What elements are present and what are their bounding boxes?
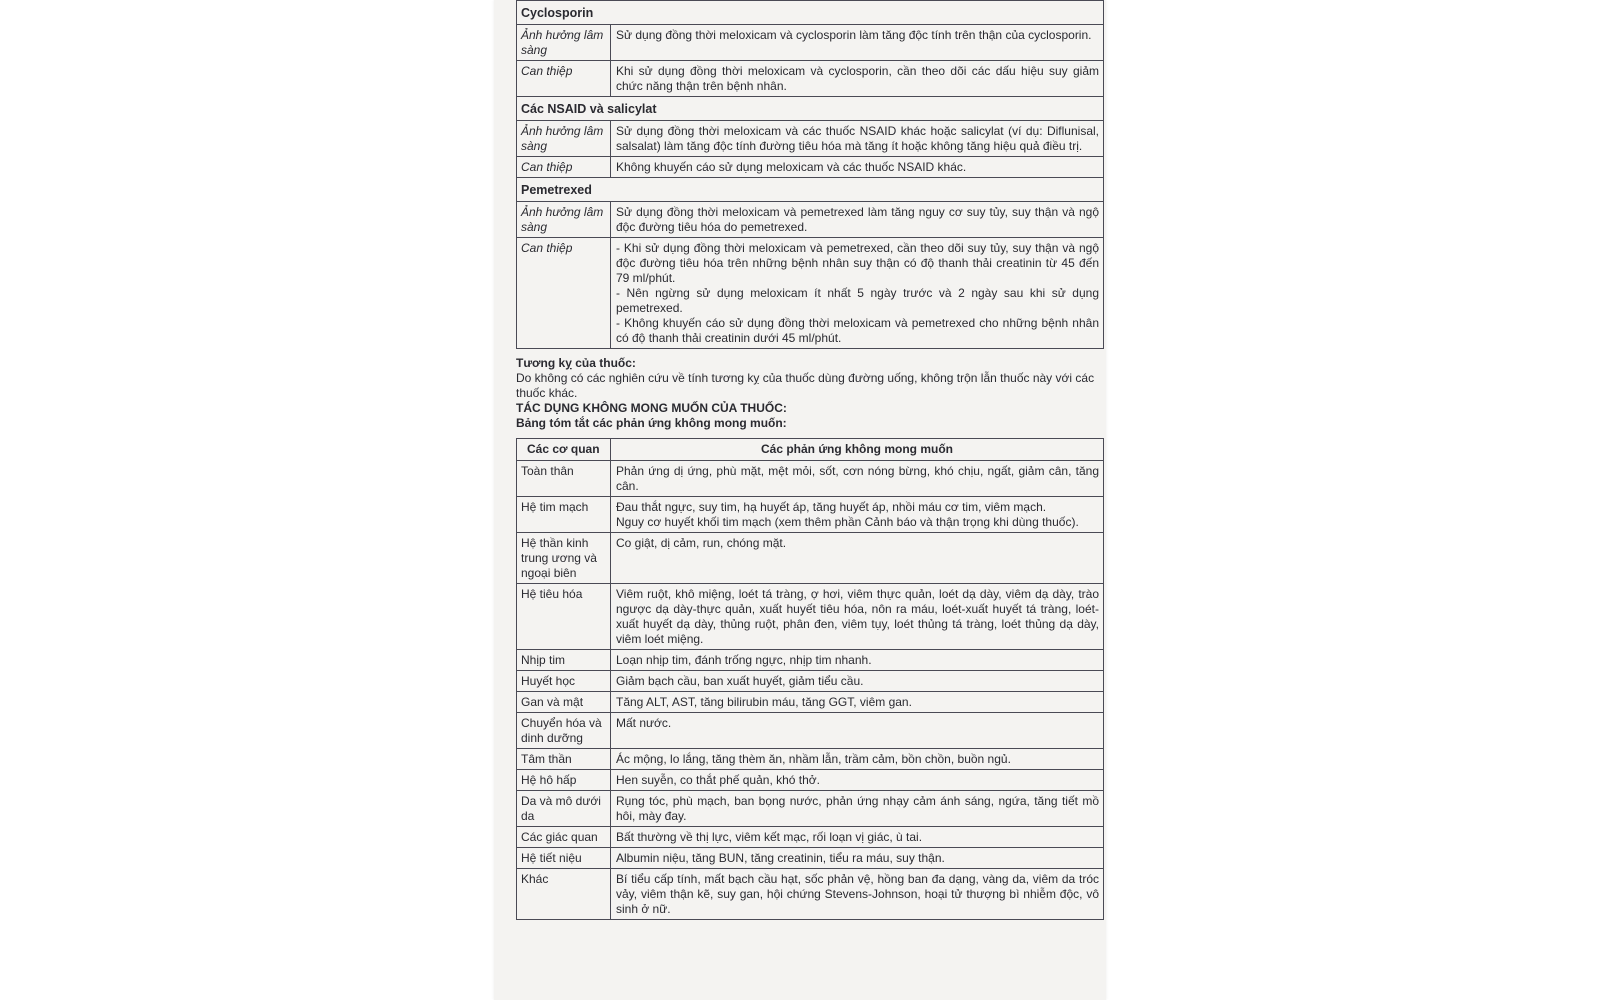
row-text: Sử dụng đồng thời meloxicam và các thuốc NSAID khác hoặc salicylat (ví dụ: Diflunisal, salsalat) làm tăng độc tính đường tiêu hóa mà tăng ít hoặc không tăng hiệu quả điều trị. [611, 121, 1104, 157]
section-header-row [517, 1, 1104, 25]
table-row [517, 749, 1104, 770]
organ-cell: Nhịp tim [517, 650, 611, 671]
table-row [517, 497, 1104, 533]
reaction-cell: Hen suyễn, co thắt phế quản, khó thở. [611, 770, 1104, 791]
reaction-cell: Viêm ruột, khô miệng, loét tá tràng, ợ hơi, viêm thực quản, loét dạ dày, viêm dạ dày, trào ngược dạ dày-thực quản, xuất huyết tiêu hóa, nôn ra máu, loét-xuất huyết tá tràng, loét-xuất huyết dạ dày, thủng ruột, phân đen, viêm tụy, loét thủng tá tràng, loét thủng dạ dày, viêm loét miệng. [611, 584, 1104, 650]
row-label: Can thiệp [517, 238, 611, 349]
reaction-cell: Co giật, dị cảm, run, chóng mặt. [611, 533, 1104, 584]
reaction-cell: Phản ứng dị ứng, phù mặt, mệt mỏi, sốt, cơn nóng bừng, khó chịu, ngất, giảm cân, tăng cân. [611, 461, 1104, 497]
reaction-cell: Bất thường về thị lực, viêm kết mạc, rối loạn vị giác, ù tai. [611, 827, 1104, 848]
organ-cell: Hệ hô hấp [517, 770, 611, 791]
section-title: Các NSAID và salicylat [517, 97, 1104, 121]
leaflet-page [494, 0, 1106, 1000]
reaction-cell: Đau thắt ngực, suy tim, hạ huyết áp, tăng huyết áp, nhồi máu cơ tim, viêm mạch. Nguy cơ huyết khối tim mạch (xem thêm phần Cảnh báo và thận trọng khi dùng thuốc). [611, 497, 1104, 533]
organ-cell: Hệ tim mạch [517, 497, 611, 533]
interaction-row [517, 61, 1104, 97]
row-label: Can thiệp [517, 61, 611, 97]
interaction-row [517, 157, 1104, 178]
organ-cell: Da và mô dưới da [517, 791, 611, 827]
row-text: Khi sử dụng đồng thời meloxicam và cyclosporin, cần theo dõi các dấu hiệu suy giảm chức năng thận trên bệnh nhân. [611, 61, 1104, 97]
table-row [517, 848, 1104, 869]
section-header-row [517, 97, 1104, 121]
row-text: - Khi sử dụng đồng thời meloxicam và pemetrexed, cần theo dõi suy tủy, suy thận và ngộ độc đường tiêu hóa trên những bệnh nhân suy thận có độ thanh thải creatinin từ 45 đến 79 ml/phút. - Nên ngừng sử dụng meloxicam ít nhất 5 ngày trước và 2 ngày sau khi sử dụng pemetrexed. - Không khuyến cáo sử dụng đồng thời meloxicam và pemetrexed cho những bệnh nhân có độ thanh thải creatinin dưới 45 ml/phút. [611, 238, 1104, 349]
interaction-row [517, 238, 1104, 349]
reaction-cell: Tăng ALT, AST, tăng bilirubin máu, tăng GGT, viêm gan. [611, 692, 1104, 713]
reaction-cell: Ác mộng, lo lắng, tăng thèm ăn, nhầm lẫn, trầm cảm, bồn chồn, buồn ngủ. [611, 749, 1104, 770]
ae-subheading: Bảng tóm tắt các phản ứng không mong muốn: [516, 416, 787, 430]
reaction-cell: Albumin niệu, tăng BUN, tăng creatinin, tiểu ra máu, suy thận. [611, 848, 1104, 869]
table-row [517, 869, 1104, 920]
organ-cell: Toàn thân [517, 461, 611, 497]
row-text: Sử dụng đồng thời meloxicam và pemetrexed làm tăng nguy cơ suy tủy, suy thận và ngộ độc đường tiêu hóa do pemetrexed. [611, 202, 1104, 238]
table-row [517, 461, 1104, 497]
table-row [517, 713, 1104, 749]
organ-cell: Hệ tiêu hóa [517, 584, 611, 650]
adverse-reactions-table [516, 438, 1104, 920]
row-label: Ảnh hưởng lâm sàng [517, 25, 611, 61]
row-label: Can thiệp [517, 157, 611, 178]
table-row [517, 827, 1104, 848]
table-row [517, 770, 1104, 791]
organ-cell: Các giác quan [517, 827, 611, 848]
compat-heading: Tương kỵ của thuốc: [516, 356, 636, 370]
organ-cell: Chuyển hóa và dinh dưỡng [517, 713, 611, 749]
section-title: Pemetrexed [517, 178, 1104, 202]
interaction-row [517, 121, 1104, 157]
reaction-cell: Giảm bạch cầu, ban xuất huyết, giảm tiểu cầu. [611, 671, 1104, 692]
table-row [517, 692, 1104, 713]
reaction-cell: Bí tiểu cấp tính, mất bạch cầu hạt, sốc phản vệ, hồng ban đa dạng, vàng da, viêm da tróc vảy, viêm thận kẽ, suy gan, hội chứng Stevens-Johnson, hoại tử thượng bì nhiễm độc, vô sinh ở nữ. [611, 869, 1104, 920]
reaction-cell: Loạn nhịp tim, đánh trống ngực, nhịp tim nhanh. [611, 650, 1104, 671]
row-text: Sử dụng đồng thời meloxicam và cyclosporin làm tăng độc tính trên thận của cyclosporin. [611, 25, 1104, 61]
section-header-row [517, 178, 1104, 202]
row-text: Không khuyến cáo sử dụng meloxicam và các thuốc NSAID khác. [611, 157, 1104, 178]
organ-cell: Tâm thần [517, 749, 611, 770]
compat-text: Do không có các nghiên cứu về tính tương kỵ của thuốc dùng đường uống, không trộn lẫn thuốc này với các thuốc khác. [516, 371, 1095, 400]
organ-cell: Huyết học [517, 671, 611, 692]
compatibility-notes [516, 356, 1104, 431]
table-row [517, 584, 1104, 650]
column-header-organ: Các cơ quan [517, 439, 611, 461]
interaction-row [517, 25, 1104, 61]
section-title: Cyclosporin [517, 1, 1104, 25]
reaction-cell: Rụng tóc, phù mạch, ban bọng nước, phản ứng nhạy cảm ánh sáng, ngứa, tăng tiết mồ hôi, mày đay. [611, 791, 1104, 827]
interaction-row [517, 202, 1104, 238]
table-row [517, 533, 1104, 584]
table-row [517, 791, 1104, 827]
organ-cell: Hệ thần kinh trung ương và ngoại biên [517, 533, 611, 584]
table-header-row [517, 439, 1104, 461]
organ-cell: Khác [517, 869, 611, 920]
table-row [517, 671, 1104, 692]
interaction-table [516, 0, 1104, 349]
row-label: Ảnh hưởng lâm sàng [517, 121, 611, 157]
row-label: Ảnh hưởng lâm sàng [517, 202, 611, 238]
leaflet-content [516, 0, 1104, 920]
ae-heading: TÁC DỤNG KHÔNG MONG MUỐN CỦA THUỐC: [516, 401, 787, 415]
column-header-reactions: Các phản ứng không mong muốn [611, 439, 1104, 461]
reaction-cell: Mất nước. [611, 713, 1104, 749]
organ-cell: Hệ tiết niệu [517, 848, 611, 869]
table-row [517, 650, 1104, 671]
organ-cell: Gan và mật [517, 692, 611, 713]
